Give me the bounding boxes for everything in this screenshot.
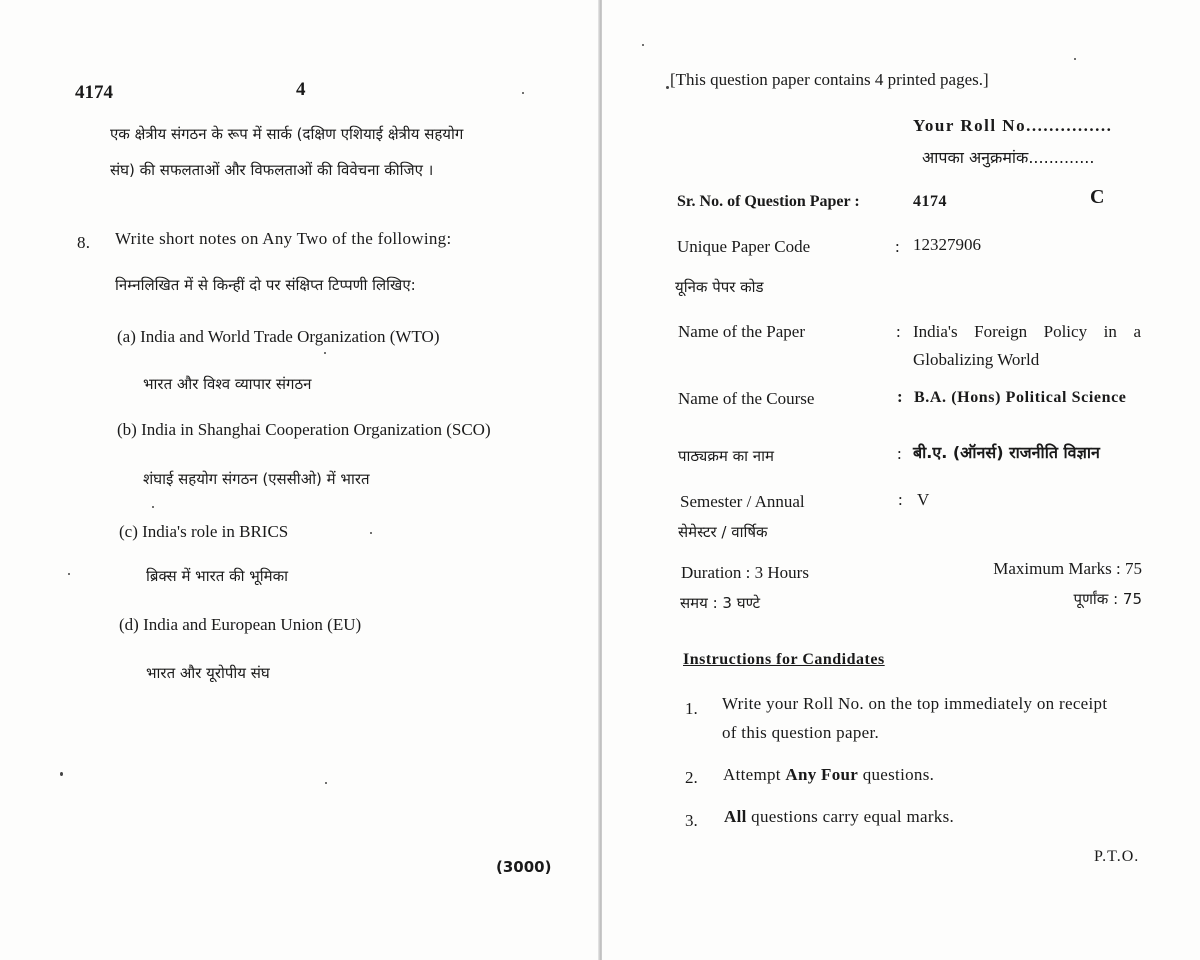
field-colon: : (897, 444, 902, 463)
paper-set-letter: C (1090, 186, 1105, 208)
semester-label-hindi: सेमेस्टर / वार्षिक (678, 523, 768, 541)
field-colon: : (897, 387, 903, 406)
semester-value: V (917, 490, 930, 509)
printed-pages-note: [This question paper contains 4 printed pages.] (670, 70, 989, 89)
option-b-english: (b) India in Shanghai Cooperation Organization (SCO) (117, 420, 491, 439)
scan-speck (325, 782, 327, 784)
option-a-english: (a) India and World Trade Organization (WTO) (117, 327, 440, 346)
paper-name-value: India's Foreign Policy in a Globalizing World (913, 322, 1141, 369)
instruction-number: 1. (685, 699, 698, 718)
scan-speck (522, 92, 524, 94)
paper-name-label: Name of the Paper (678, 322, 805, 341)
option-c-hindi: ब्रिक्स में भारत की भूमिका (146, 567, 289, 585)
instruction-1-line-2: of this question paper. (722, 723, 880, 742)
instruction-3-post: questions carry equal marks. (746, 807, 955, 826)
semester-label: Semester / Annual (680, 492, 805, 511)
scan-speck (60, 772, 63, 776)
instruction-3 (724, 807, 954, 827)
scan-speck (642, 44, 644, 46)
option-d-hindi: भारत और यूरोपीय संघ (146, 664, 270, 682)
paper-number-header: 4174 (75, 82, 113, 103)
field-colon: : (896, 322, 901, 341)
course-name-label-hindi: पाठ्यक्रम का नाम (678, 447, 774, 465)
question-8-number: 8. (77, 233, 91, 252)
roll-number-field: Your Roll No............... (913, 116, 1113, 135)
scan-speck (152, 506, 154, 508)
question-7-hindi-line-1: एक क्षेत्रीय संगठन के रूप में सार्क (दक्षिण एशियाई क्षेत्रीय सहयोग (110, 125, 464, 143)
roll-number-field-hindi: आपका अनुक्रमांक............. (922, 148, 1095, 167)
unique-paper-code-label: Unique Paper Code (677, 237, 811, 256)
maximum-marks-hindi: पूर्णांक : 75 (1073, 590, 1142, 608)
instruction-2-bold: Any Four (785, 765, 859, 784)
page-number: 4 (296, 79, 306, 100)
question-7-hindi-line-2: संघ) की सफलताओं और विफलताओं की विवेचना कीजिए । (110, 161, 434, 179)
serial-number-value: 4174 (913, 193, 947, 210)
scan-speck (1074, 58, 1076, 60)
option-d-english: (d) India and European Union (EU) (119, 615, 362, 634)
scan-speck (324, 352, 326, 354)
unique-paper-code-label-hindi: यूनिक पेपर कोड (675, 278, 764, 296)
instruction-2 (723, 765, 934, 785)
unique-paper-code-value: 12327906 (913, 235, 981, 254)
field-colon: : (898, 490, 903, 509)
instructions-heading: Instructions for Candidates (683, 651, 885, 668)
option-a-hindi: भारत और विश्व व्यापार संगठन (143, 375, 312, 393)
scan-speck (68, 573, 70, 575)
instruction-2-post: questions. (858, 765, 935, 784)
question-8-hindi: निम्नलिखित में से किन्हीं दो पर संक्षिप्त टिप्पणी लिखिए: (115, 276, 416, 294)
instruction-2-pre: Attempt (723, 765, 786, 784)
instruction-number: 2. (685, 768, 698, 787)
field-colon: : (895, 237, 900, 256)
option-c-english: (c) India's role in BRICS (119, 522, 289, 541)
print-count: (3000) (496, 858, 552, 876)
course-name-value: B.A. (Hons) Political Science (914, 389, 1127, 406)
scan-speck (666, 86, 669, 89)
serial-number-label: Sr. No. of Question Paper : (677, 193, 860, 210)
maximum-marks: Maximum Marks : 75 (993, 559, 1142, 578)
duration-hindi: समय : 3 घण्टे (680, 594, 761, 612)
option-b-hindi: शंघाई सहयोग संगठन (एससीओ) में भारत (143, 470, 370, 488)
please-turn-over: P.T.O. (1094, 848, 1140, 865)
question-8-text: Write short notes on Any Two of the following: (115, 229, 452, 248)
scan-speck (370, 532, 372, 534)
course-name-label: Name of the Course (678, 389, 815, 408)
duration: Duration : 3 Hours (681, 563, 809, 582)
instruction-number: 3. (685, 811, 698, 830)
instruction-3-bold: All (724, 807, 747, 826)
instruction-1-line-1: Write your Roll No. on the top immediately on receipt (722, 694, 1108, 713)
course-name-value-hindi: बी.ए. (ऑनर्स) राजनीति विज्ञान (913, 443, 1100, 462)
